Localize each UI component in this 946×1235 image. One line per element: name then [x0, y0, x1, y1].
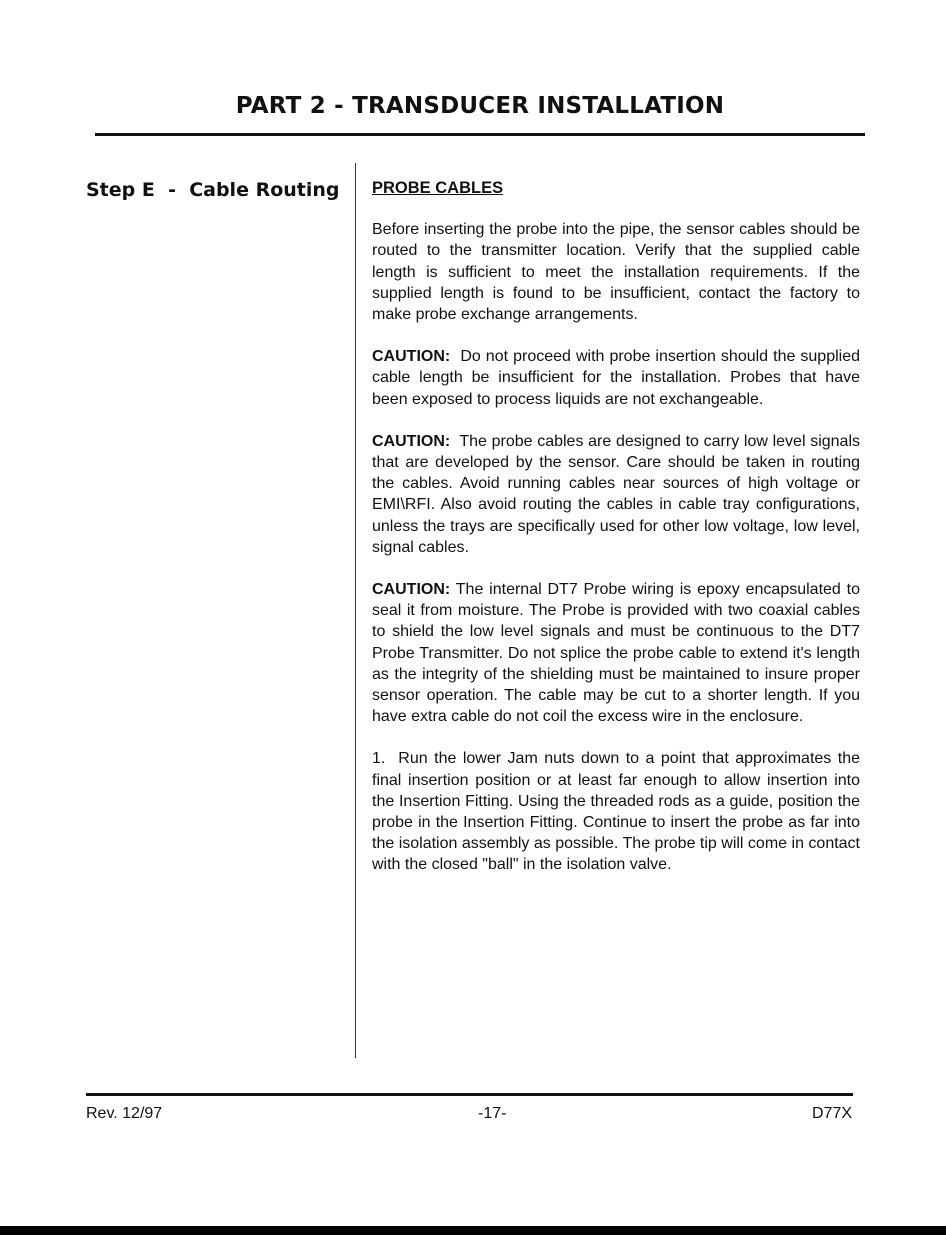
caution-text: Do not proceed with probe insertion should the supplied cable length be insufficient for the installation. Probes that have been exposed to process liquids are not exchangeable. — [372, 348, 861, 408]
caution-label: CAUTION: — [372, 348, 451, 366]
scan-bottom-band — [0, 1226, 946, 1235]
step-number: 1. — [372, 750, 386, 768]
footer-rule — [86, 1093, 853, 1096]
caution-text: The internal DT7 Probe wiring is epoxy encapsulated to seal it from moisture. The Probe is provided with two coaxial cables to shield the low level signals and must be continuous to the DT7 Probe Transmitter. Do not splice the probe cable to extend it's length as the integrity of the shielding must be maintained to insure proper sensor operation. The cable may be cut to a shorter length. If you have extra cable do not coil the excess wire in the enclosure. — [372, 581, 860, 726]
caution-text: The probe cables are designed to carry low level signals that are developed by the sensor. Care should be taken in routing the cables. Avoid running cables near sources of high voltage or EMI\RFI. Also avoid routing the cables in cable tray configurations, unless the trays are specifically used for other low voltage, low level, signal cables. — [372, 432, 861, 556]
footer-document-code: D77X — [812, 1105, 853, 1122]
caution-paragraph-2 — [372, 431, 860, 558]
title-rule — [95, 133, 865, 136]
intro-paragraph: Before inserting the probe into the pipe, the sensor cables should be routed to the transmitter location. Verify that the supplied cable length is sufficient to meet the installation requirements. If the supplied length is found to be insufficient, contact the factory to make probe exchange arrangements. — [372, 221, 860, 324]
footer-revision: Rev. 12/97 — [86, 1105, 163, 1122]
caution-label: CAUTION: — [372, 432, 451, 450]
column-divider — [355, 163, 356, 1058]
step-1-paragraph — [372, 748, 860, 875]
caution-label: CAUTION: — [372, 581, 451, 599]
footer-page-number: -17- — [478, 1105, 507, 1122]
section-heading: PROBE CABLES — [372, 179, 504, 197]
caution-paragraph-1 — [372, 346, 860, 410]
main-content — [372, 178, 860, 897]
caution-paragraph-3 — [372, 579, 860, 727]
page-title: PART 2 - TRANSDUCER INSTALLATION — [235, 93, 725, 119]
step-heading: Step E - Cable Routing — [86, 179, 340, 201]
step-text: Run the lower Jam nuts down to a point that approximates the final insertion position or at least far enough to allow insertion into the Insertion Fitting. Using the threaded rods as a guide, position the probe in the Insertion Fitting. Continue to insert the probe as far into the isolation assembly as possible. The probe tip will come in contact with the closed "ball" in the isolation valve. — [372, 750, 860, 874]
